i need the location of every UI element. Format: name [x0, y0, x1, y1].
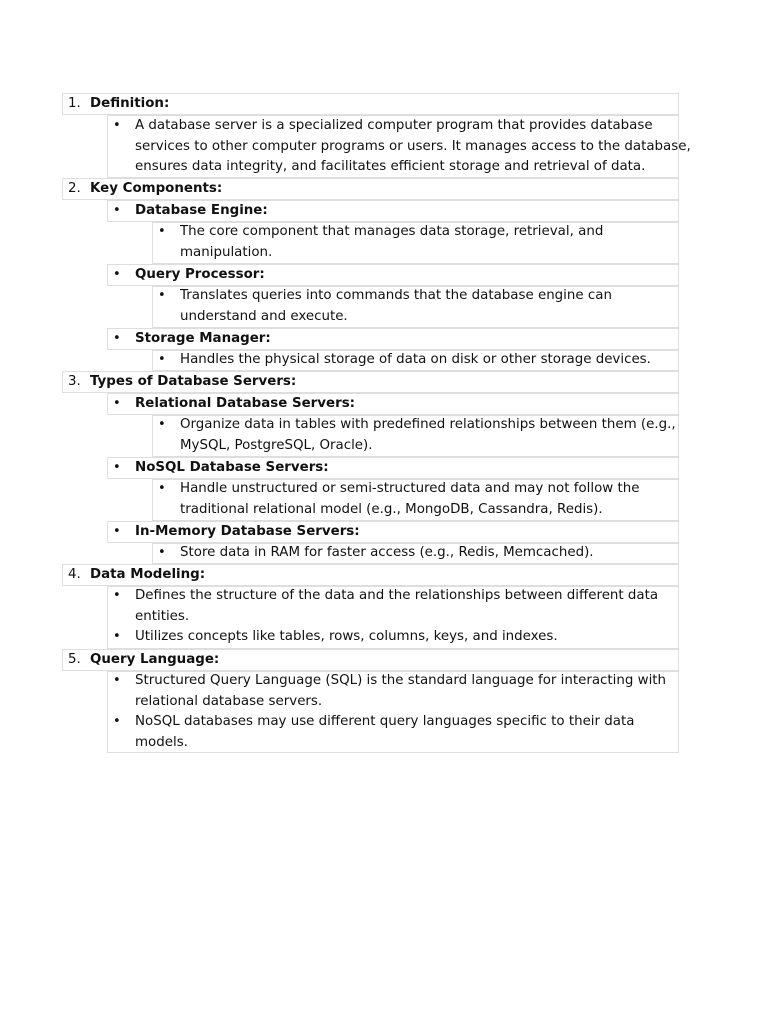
subheading: Query Processor:: [135, 267, 265, 282]
text-line: services to other computer programs or users. It manages access to the database,: [135, 138, 691, 154]
list-number: 2.: [68, 181, 81, 196]
text-line: Structured Query Language (SQL) is the standard language for interacting with: [135, 673, 667, 688]
subheading: Database Engine:: [135, 203, 268, 218]
text-line: Organize data in tables with predefined relationships between them (e.g.,: [180, 417, 676, 432]
section-heading: Data Modeling:: [90, 567, 206, 582]
bullet: •: [113, 460, 121, 475]
text-line: models.: [135, 734, 188, 750]
text-line: entities.: [135, 608, 190, 624]
bullet: •: [113, 588, 121, 603]
subheading: NoSQL Database Servers:: [135, 460, 329, 475]
bullet: •: [158, 224, 166, 239]
bullet: •: [113, 203, 121, 218]
bullet: •: [158, 352, 166, 367]
subheading: Relational Database Servers:: [135, 396, 356, 411]
text-line: traditional relational model (e.g., MongoDB, Cassandra, Redis).: [180, 501, 603, 517]
text-line: MySQL, PostgreSQL, Oracle).: [180, 437, 373, 453]
bullet: •: [113, 673, 121, 688]
bullet: •: [158, 545, 166, 560]
text-line: Utilizes concepts like tables, rows, columns, keys, and indexes.: [135, 629, 558, 644]
list-number: 4.: [68, 567, 81, 582]
text-line: Defines the structure of the data and the relationships between different data: [135, 588, 659, 603]
text-line: Store data in RAM for faster access (e.g., Redis, Memcached).: [180, 545, 594, 560]
bullet: •: [158, 288, 166, 303]
bullet: •: [113, 118, 121, 133]
subheading: Storage Manager:: [135, 331, 271, 346]
bullet: •: [158, 417, 166, 432]
text-line: relational database servers.: [135, 693, 323, 709]
list-number: 5.: [68, 652, 81, 667]
text-line: Handle unstructured or semi-structured data and may not follow the: [180, 481, 640, 496]
bullet: •: [113, 396, 121, 411]
bullet: •: [113, 524, 121, 539]
bullet: •: [113, 629, 121, 644]
text-line: The core component that manages data storage, retrieval, and: [180, 224, 604, 239]
section-heading: Definition:: [90, 96, 170, 111]
text-line: Translates queries into commands that the database engine can: [180, 288, 612, 303]
text-line: Handles the physical storage of data on disk or other storage devices.: [180, 352, 651, 367]
bullet: •: [113, 714, 121, 729]
text-line: A database server is a specialized computer program that provides database: [135, 118, 653, 133]
list-number: 1.: [68, 96, 81, 111]
section-heading: Query Language:: [90, 652, 220, 667]
section-heading: Key Components:: [90, 181, 223, 196]
text-line: NoSQL databases may use different query languages specific to their data: [135, 714, 635, 729]
text-line: understand and execute.: [180, 308, 348, 324]
bullet: •: [113, 267, 121, 282]
section-heading: Types of Database Servers:: [90, 374, 297, 389]
subheading: In-Memory Database Servers:: [135, 524, 360, 539]
text-line: manipulation.: [180, 244, 273, 260]
text-line: ensures data integrity, and facilitates efficient storage and retrieval of data.: [135, 159, 646, 174]
bullet: •: [158, 481, 166, 496]
bullet: •: [113, 331, 121, 346]
list-number: 3.: [68, 374, 81, 389]
